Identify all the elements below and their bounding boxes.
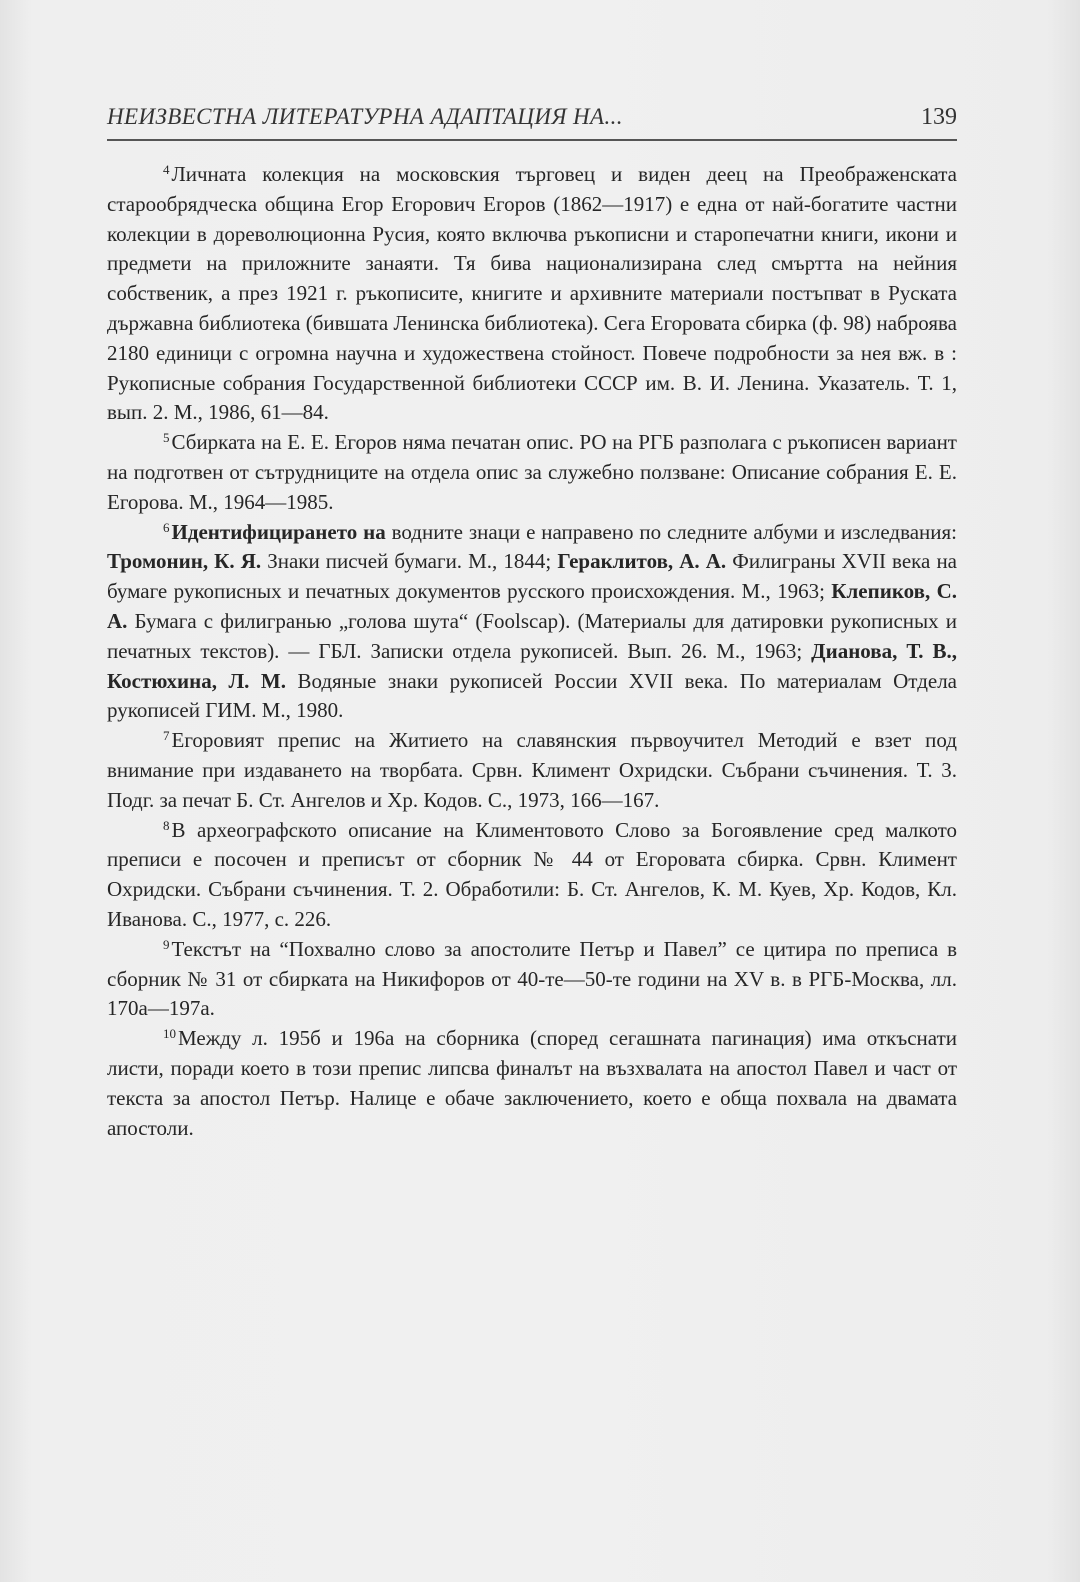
- footnote-8: [107, 816, 957, 935]
- footnote-text: Знаки писчей бумаги. М., 1844;: [261, 549, 558, 574]
- footnote-text: Личната колекция на московския търговец и виден деец на Преображенската старообрядческа община Егор Егорович Егоров (1862—1917) е една от най-богатите частни колекции в дореволюционна Русия, която включва ръкописни и старопечатни книги, икони и предмети на приложните занаяти. Тя бива национализирана след смъртта на нейния собственик, а през 1921 г. ръкописите, книгите и архивните материали постъпват в Руската държавна библиотека (бившата Ленинска библиотека). Сега Егоровата сбирка (ф. 98) наброява 2180 единици с огромна научна и художествена стойност. Повече подробности за нея вж. в : Рукописные собрания Государственной библиотеки СССР им. В. И. Ленина. Указатель. Т. 1, вып. 2. М., 1986, 61—84.: [107, 162, 957, 425]
- footnote-bold-text: Идентифицирането на: [171, 519, 386, 544]
- footnote-6: [107, 518, 957, 727]
- header-rule: [107, 139, 957, 141]
- footnote-marker: 5: [163, 430, 170, 446]
- footnote-text: Егоровият препис на Житието на славянския първоучител Методий е взет под внимание при издаването на творбата. Срвн. Климент Охридски. Събрани съчинения. Т. 3. Подг. за печат Б. Ст. Ангелов и Хр. Кодов. С., 1973, 166—167.: [107, 728, 957, 812]
- author-name: Дианова, Т. В., Костюхина, Л. М.: [107, 638, 957, 693]
- page-number: 139: [921, 104, 957, 130]
- footnote-marker: 8: [163, 817, 170, 833]
- footnote-9: [107, 935, 957, 1024]
- footnotes: [107, 160, 957, 1143]
- footnote-text: водните знаци е направено по следните албуми и изследвания:: [385, 519, 958, 544]
- footnote-10: [107, 1024, 957, 1143]
- running-title: НЕИЗВЕСТНА ЛИТЕРАТУРНА АДАПТАЦИЯ НА...: [107, 104, 623, 129]
- footnote-text: Водяные знаки рукописей России XVII века. По материалам Отдела рукописей ГИМ. М., 1980.: [107, 668, 958, 723]
- footnote-marker: 9: [163, 936, 170, 952]
- author-name: Клепиков, С. А.: [107, 579, 957, 633]
- footnote-text: Текстът на “Похвално слово за апостолите Петър и Павел” се цитира по преписа в сборник № 31 от сбирката на Никифоров от 40-те—50-те години на XV в. в РГБ-Москва, лл. 170а—197а.: [107, 936, 957, 1021]
- footnote-4: [107, 160, 957, 428]
- footnote-marker: 6: [163, 519, 170, 535]
- footnote-text: Между л. 195б и 196а на сборника (според сегашната пагинация) има откъснати листи, поради което в този препис липсва финалът на възхвалата на апостол Павел и част от текста за апостол Петър. Налице е обаче заключението, което е обща похвала на двамата апостоли.: [107, 1026, 957, 1140]
- author-name: Гераклитов, А. А.: [557, 549, 727, 574]
- footnote-5: [107, 428, 957, 517]
- author-name: Тромонин, К. Я.: [107, 549, 262, 574]
- footnote-text: Филиграны XVII века на бумаге рукописных и печатных документов русского происхождения. М., 1963;: [107, 549, 957, 604]
- footnote-text: В археографското описание на Климентовото Слово за Богоявление сред малкото преписи е посочен и преписът от сборник № 44 от Егоровата сбирка. Срвн. Климент Охридски. Събрани съчинения. Т. 2. Обработили: Б. Ст. Ангелов, К. М. Куев, Хр. Кодов, Кл. Иванова. С., 1977, с. 226.: [107, 817, 957, 931]
- footnote-7: [107, 726, 957, 815]
- page-header: [107, 104, 957, 140]
- footnote-text: Сбирката на Е. Е. Егоров няма печатан опис. РО на РГБ разполага с ръкописен вариант на подготвен от сътрудниците на отдела опис за служебно ползване: Описание собрания Е. Е. Егорова. М., 1964—1985.: [107, 430, 957, 514]
- footnote-text: Бумага с филигранью „голова шута“ (Foolscap). (Материалы для датировки рукописных и печатных текстов). — ГБЛ. Записки отдела рукописей. Вып. 26. М., 1963;: [107, 608, 957, 663]
- footnote-marker: 4: [163, 162, 170, 177]
- footnote-marker: 10: [163, 1026, 176, 1042]
- footnote-marker: 7: [163, 728, 170, 744]
